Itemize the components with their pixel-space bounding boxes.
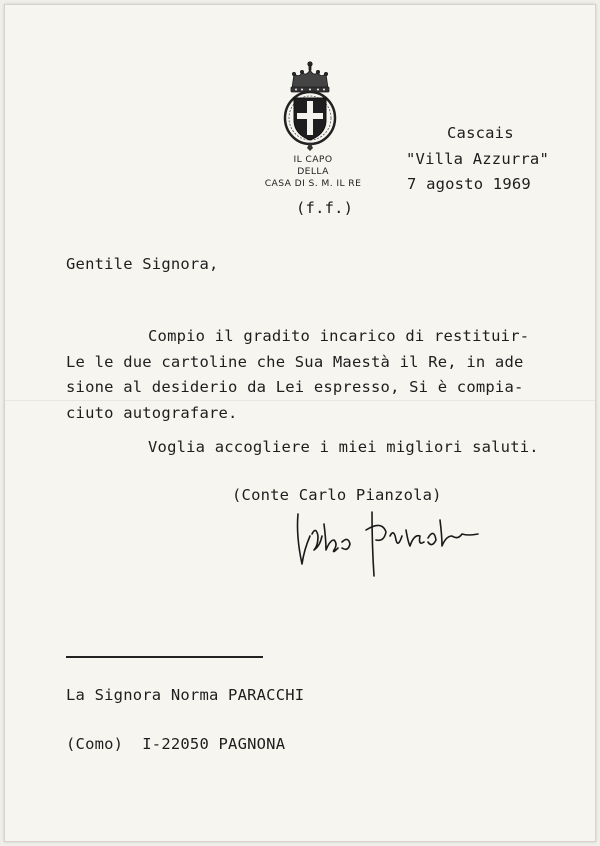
body-line: Compio il gradito incarico di restituir-: [148, 327, 530, 345]
letterhead-line: IL CAPO: [293, 154, 333, 165]
royal-crest-icon: [282, 60, 338, 152]
location-city: Cascais: [447, 124, 514, 142]
letter-date: 7 agosto 1969: [407, 175, 531, 193]
body-line: ciuto autografare.: [66, 404, 238, 422]
recipient-name: La Signora Norma PARACCHI: [66, 686, 305, 704]
letterhead-line: DELLA: [297, 166, 329, 177]
ff-note: (f.f.): [296, 199, 354, 217]
salutation: Gentile Signora,: [66, 255, 219, 273]
closing-line: Voglia accogliere i miei migliori saluti.: [148, 438, 539, 456]
recipient-address: (Como) I-22050 PAGNONA: [66, 735, 286, 753]
letterhead-line: CASA DI S. M. IL RE: [264, 178, 362, 189]
location-villa: "Villa Azzurra": [406, 150, 549, 168]
typed-signer-name: (Conte Carlo Pianzola): [232, 486, 442, 504]
body-line: sione al desiderio da Lei espresso, Si è compia-: [66, 378, 524, 396]
handwritten-signature-icon: [290, 506, 490, 578]
letterhead-title: [258, 154, 368, 190]
paper-fold: [5, 400, 595, 401]
divider-rule: [66, 656, 263, 658]
body-line: Le le due cartoline che Sua Maestà il Re, in ade: [66, 353, 524, 371]
